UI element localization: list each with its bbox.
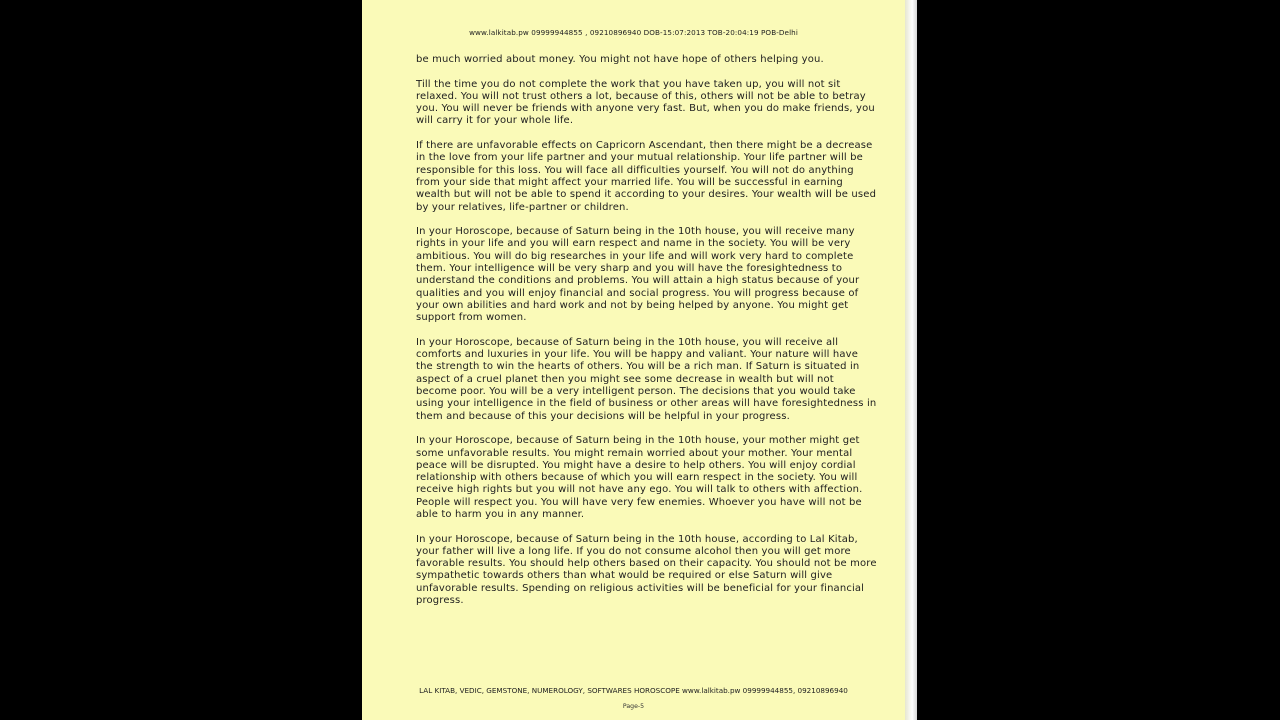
document-page [362, 0, 905, 720]
page-content [416, 54, 878, 620]
paragraph: be much worried about money. You might not have hope of others helping you. [416, 54, 824, 65]
paragraph: In your Horoscope, because of Saturn being in the 10th house, you will receive all comforts and luxuries in your life. You will be happy and valiant. Your nature will have the strength to win the hearts of others. You will be a rich man. If Saturn is situated in aspect of a cruel planet then you might see some decrease in wealth but will not become poor. You will be a very intelligent person. The decisions that you would take using your intelligence in the field of business or other areas will have foresightedness in them and because of this your decisions will be helpful in your progress. [416, 336, 877, 422]
page-edge-shadow [905, 0, 917, 720]
page-footer: LAL KITAB, VEDIC, GEMSTONE, NUMEROLOGY, SOFTWARES HOROSCOPE www.lalkitab.pw 09999944855, 09210896940 [419, 686, 848, 695]
page-header: www.lalkitab.pw 09999944855 , 09210896940 DOB-15:07:2013 TOB-20:04:19 POB-Delhi [469, 28, 798, 37]
paragraph: In your Horoscope, because of Saturn being in the 10th house, your mother might get some unfavorable results. You might remain worried about your mother. Your mental peace will be disrupted. You might have a desire to help others. You will enjoy cordial relationship with others because of which you will earn respect in the society. You will receive high rights but you will not have any ego. You will talk to others with affection. People will respect you. You will have very few enemies. Whoever you have will not be able to harm you in any manner. [416, 435, 863, 520]
paragraph: If there are unfavorable effects on Capricorn Ascendant, then there might be a decrease in the love from your life partner and your mutual relationship. Your life partner will be responsible for this loss. You will face all difficulties yourself. You will not do anything from your side that might affect your married life. You will be successful in earning wealth but will not be able to spend it according to your desires. Your wealth will be used by your relatives, life-partner or children. [416, 140, 877, 213]
page-number: Page-5 [622, 703, 645, 710]
paragraph: In your Horoscope, because of Saturn being in the 10th house, you will receive many rights in your life and you will earn respect and name in the society. You will be very ambitious. You will do big researches in your life and will work very hard to complete them. Your intelligence will be very sharp and you will have the foresightedness to understand the conditions and problems. You will attain a high status because of your qualities and you will enjoy financial and social progress. You will progress because of your own abilities and hard work and not by being helped by anyone. You might get support from women. [416, 226, 860, 324]
paragraph: In your Horoscope, because of Saturn being in the 10th house, according to Lal Kitab, your father will live a long life. If you do not consume alcohol then you will get more favorable results. You should help others based on their capacity. You should not be more sympathetic towards others than what would be required or else Saturn will give unfavorable results. Spending on religious activities will be beneficial for your financial progress. [416, 533, 877, 607]
paragraph: Till the time you do not complete the work that you have taken up, you will not sit relaxed. You will not trust others a lot, because of this, others will not be able to betray you. You will never be friends with anyone very fast. But, when you do make friends, you will carry it for your whole life. [416, 78, 875, 127]
